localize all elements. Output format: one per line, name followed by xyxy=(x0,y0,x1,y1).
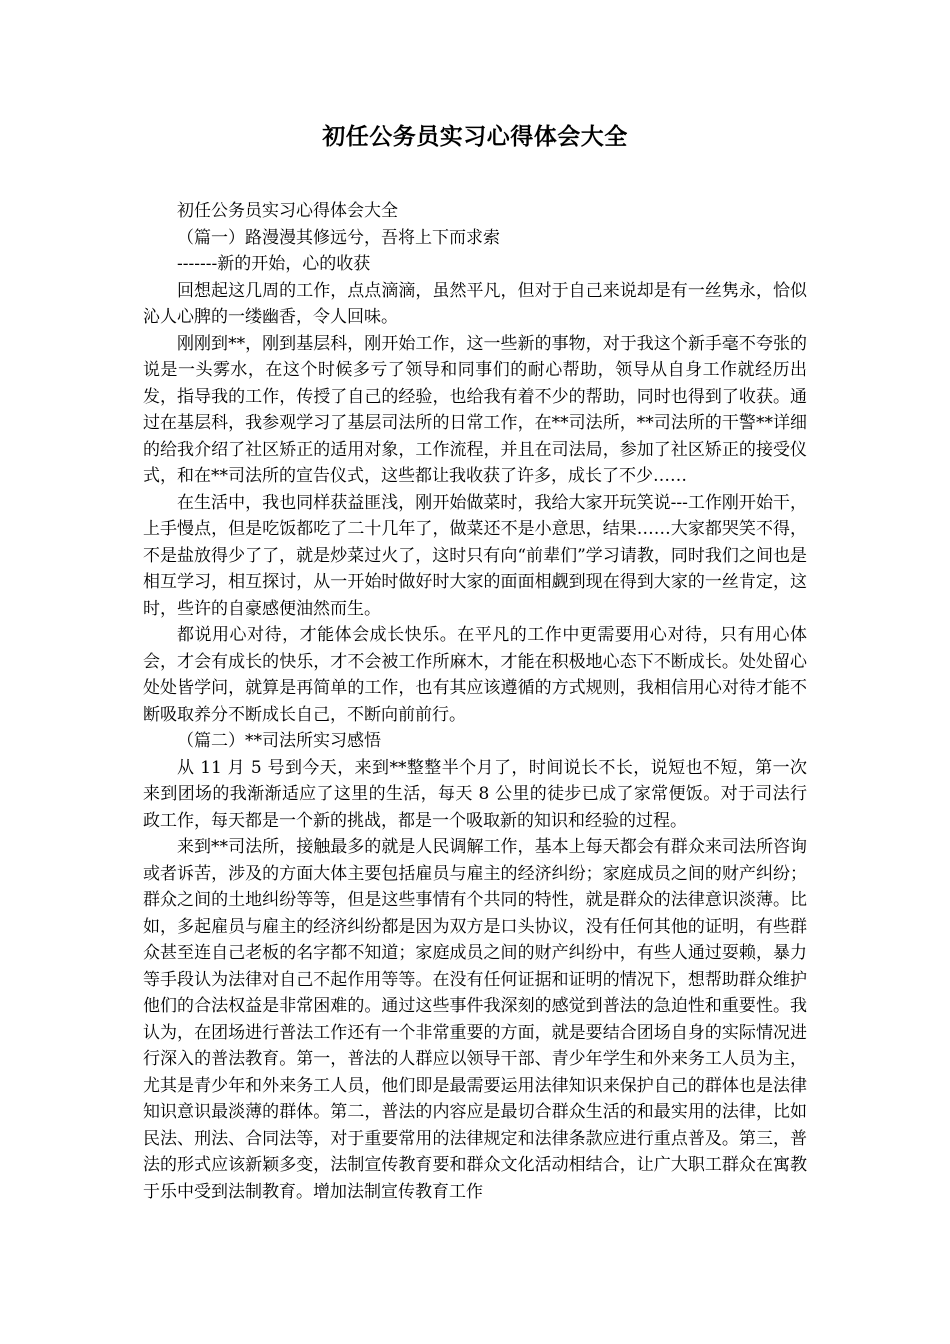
body-paragraph: 回想起这几周的工作，点点滴滴，虽然平凡，但对于自己来说却是有一丝隽永，恰似沁人心脾的一缕幽香，令人回味。 xyxy=(143,280,807,327)
document-body xyxy=(143,198,807,1205)
body-paragraph: 刚刚到**，刚到基层科，刚开始工作，这一些新的事物，对于我这个新手毫不夸张的说是一头雾水，在这个时候多亏了领导和同事们的耐心帮助，领导从自身工作就经历出发，指导我的工作，传授了自己的经验，也给我有着不少的帮助，同时也得到了收获。通过在基层科，我参观学习了基层司法所的日常工作，在**司法所，**司法所的干警**详细的给我介绍了社区矫正的适用对象，工作流程，并且在司法局，参加了社区矫正的接受仪式，和在**司法所的宣告仪式，这些都让我收获了许多，成长了不少…… xyxy=(143,333,807,486)
document-title: 初任公务员实习心得体会大全 xyxy=(322,123,628,150)
section-subtitle-1: -------新的开始，心的收获 xyxy=(177,254,371,274)
section-heading-2: （篇二）**司法所实习感悟 xyxy=(177,731,381,751)
body-paragraph: 都说用心对待，才能体会成长快乐。在平凡的工作中更需要用心对待，只有用心体会，才会有成长的快乐，才不会被工作所麻木，才能在积极地心态下不断成长。处处留心处处皆学问，就算是再简单的工作，也有其应该遵循的方式规则，我相信用心对待才能不断吸取养分不断成长自己，不断向前前行。 xyxy=(143,625,807,725)
body-paragraph: 来到**司法所，接触最多的就是人民调解工作，基本上每天都会有群众来司法所咨询或者诉苦，涉及的方面大体主要包括雇员与雇主的经济纠纷；家庭成员之间的财产纠纷；群众之间的土地纠纷等等，但是这些事情有个共同的特性，就是群众的法律意识淡薄。比如，多起雇员与雇主的经济纠纷都是因为双方是口头协议，没有任何其他的证明，有些群众甚至连自己老板的名字都不知道；家庭成员之间的财产纠纷中，有些人通过耍赖，暴力等手段认为法律对自己不起作用等等。在没有任何证据和证明的情况下，想帮助群众维护他们的合法权益是非常困难的。通过这些事件我深刻的感觉到普法的急迫性和重要性。我认为，在团场进行普法工作还有一个非常重要的方面，就是要结合团场自身的实际情况进行深入的普法教育。第一，普法的人群应以领导干部、青少年学生和外来务工人员为主，尤其是青少年和外来务工人员，他们即是最需要运用法律知识来保护自己的群体也是法律知识意识最淡薄的群体。第二，普法的内容应是最切合群众生活的和最实用的法律，比如民法、刑法、合同法等，对于重要常用的法律规定和法律条款应进行重点普及。第三，普法的形式应该新颖多变，法制宣传教育要和群众文化活动相结合，让广大职工群众在寓教于乐中受到法制教育。增加法制宣传教育工作 xyxy=(143,837,807,1202)
section-heading-1: （篇一）路漫漫其修远兮，吾将上下而求索 xyxy=(177,227,500,248)
body-paragraph: 初任公务员实习心得体会大全 xyxy=(177,201,398,221)
body-paragraph: 从 11 月 5 号到今天，来到**整整半个月了，时间说长不长，说短也不短，第一次来到团场的我渐渐适应了这里的生活，每天 8 公里的徒步已成了家常便饭。对于司法行政工作，每天都是一个新的挑战，都是一个吸取新的知识和经验的过程。 xyxy=(143,757,807,831)
body-paragraph: 在生活中，我也同样获益匪浅，刚开始做菜时，我给大家开玩笑说---工作刚开始干，上手慢点，但是吃饭都吃了二十几年了，做菜还不是小意思，结果……大家都哭笑不得，不是盐放得少了了，就是炒菜过火了，这时只有向“前辈们”学习请教，同时我们之间也是相互学习，相互探讨，从一开始时做好时大家的面面相觑到现在得到大家的一丝肯定，这时，些许的自豪感便油然而生。 xyxy=(143,492,807,619)
